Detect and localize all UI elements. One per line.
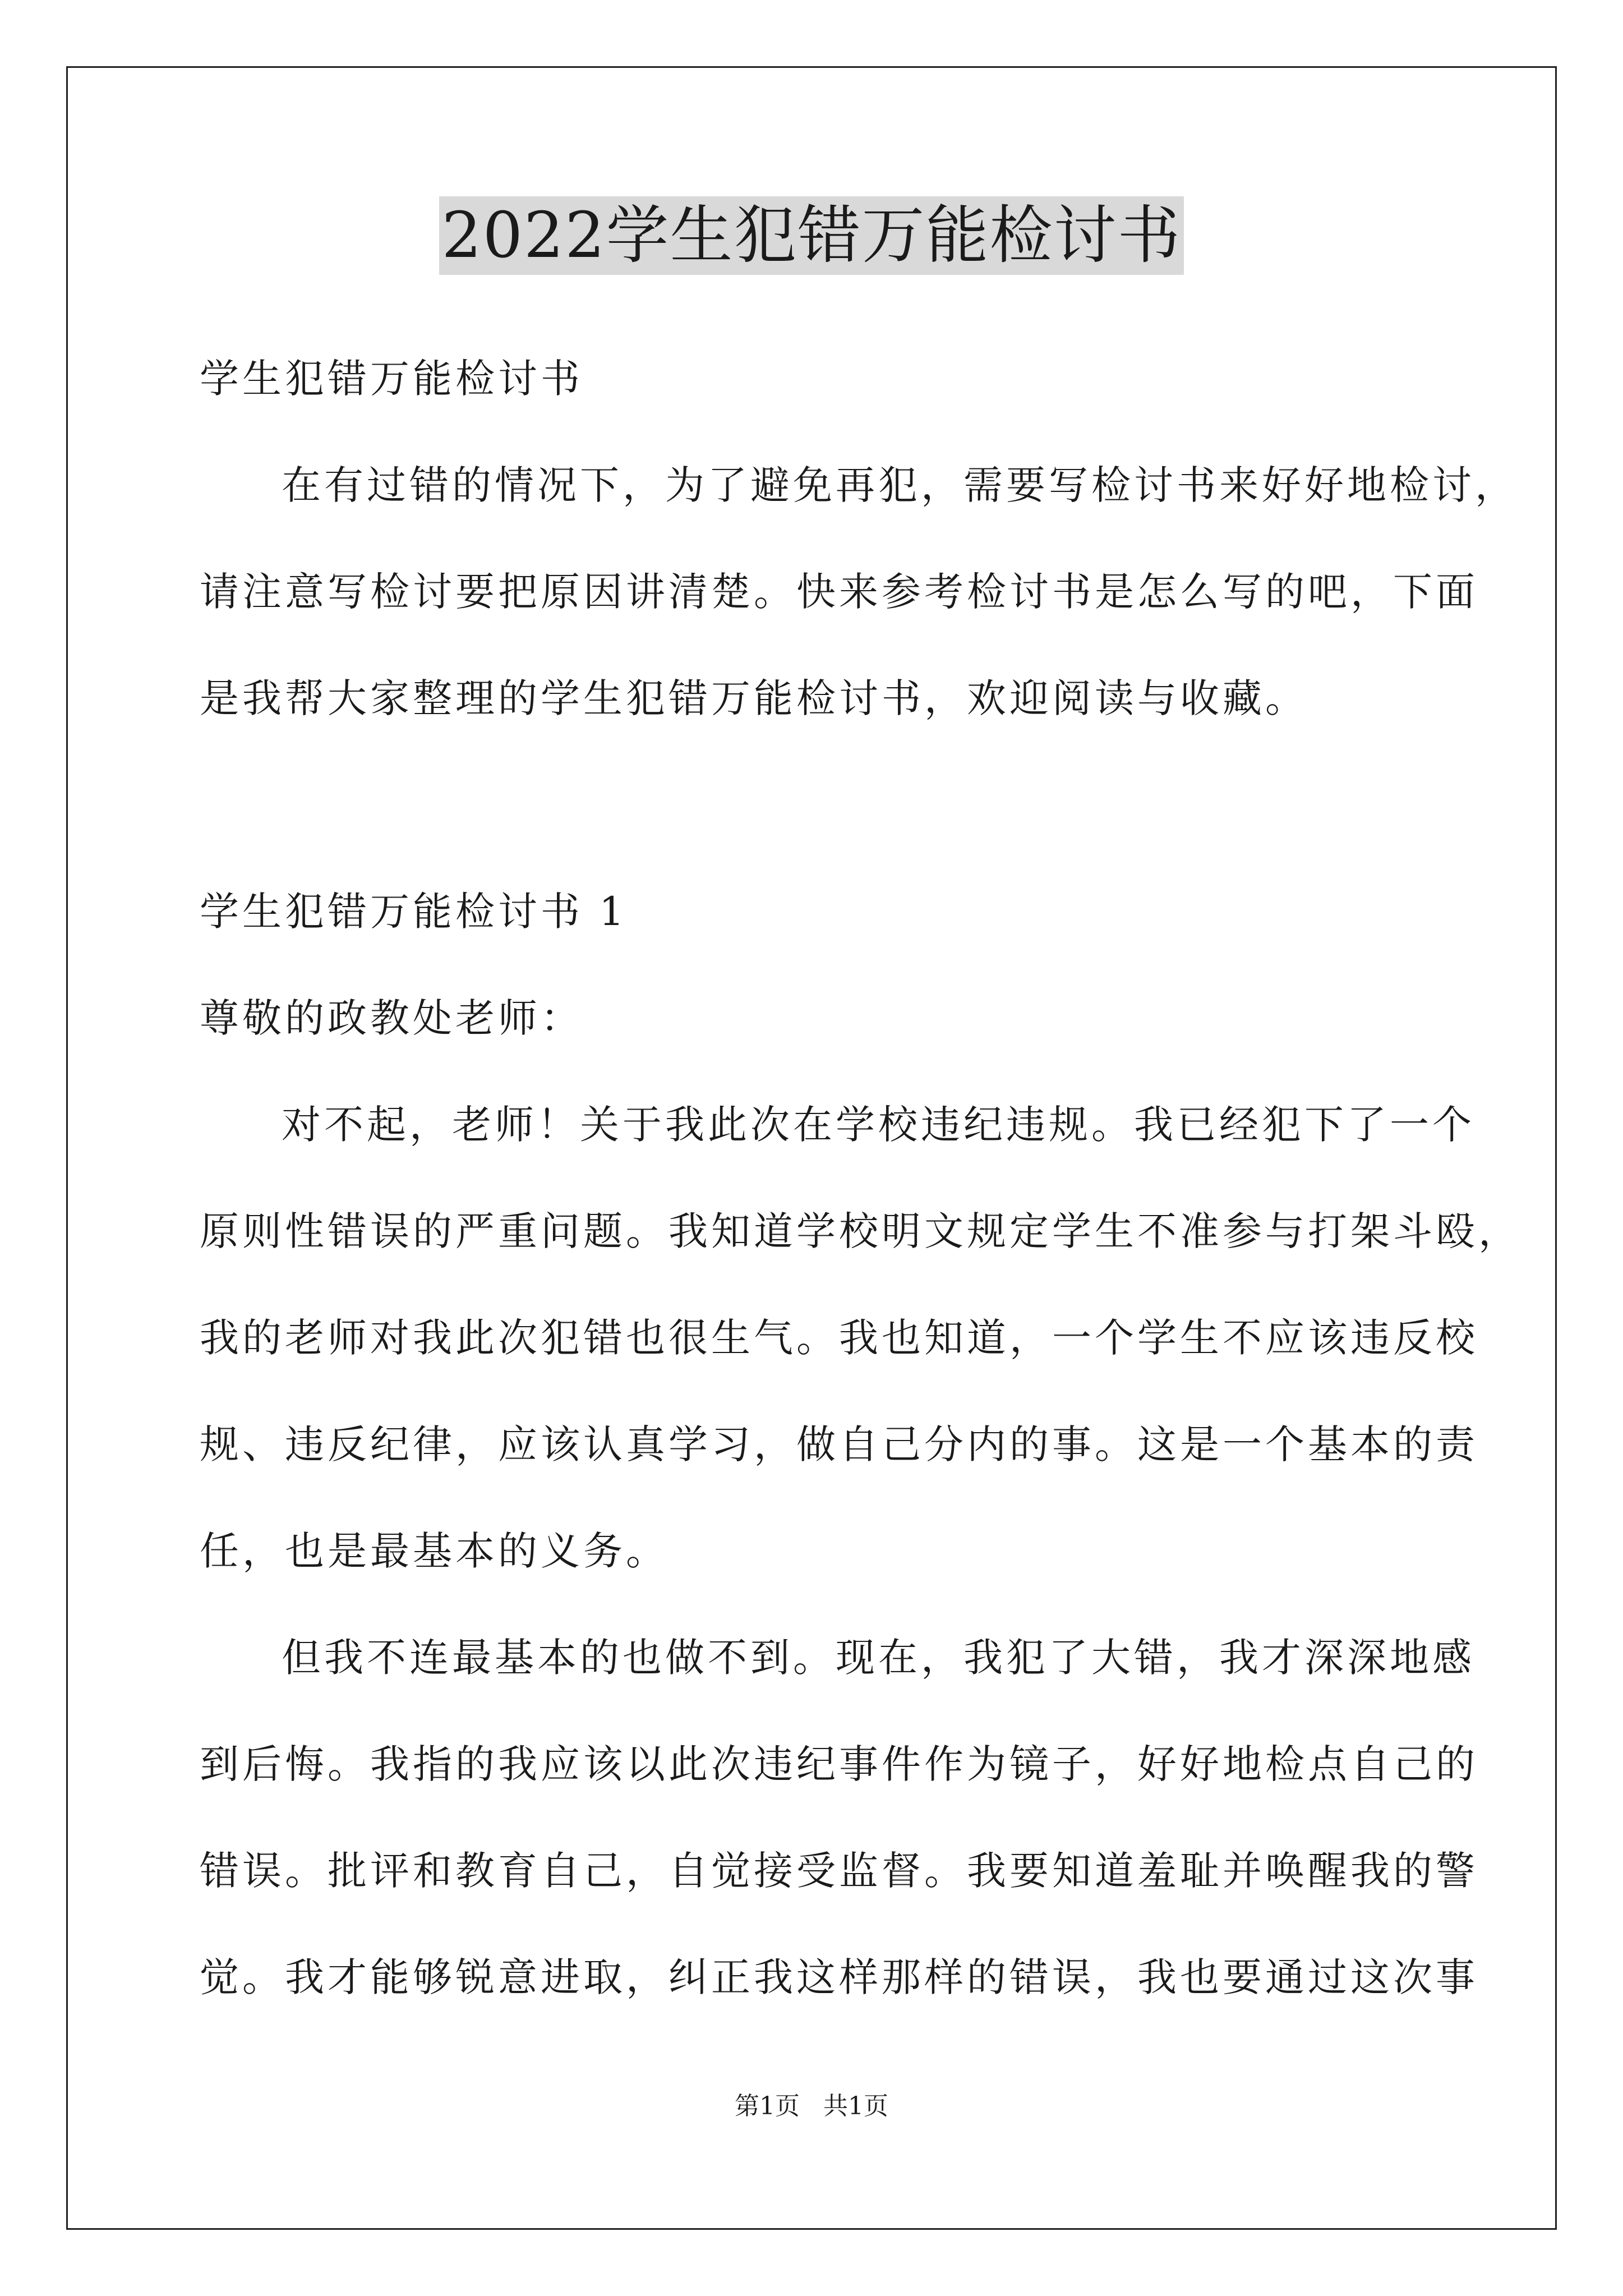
paragraph-line: 原则性错误的严重问题。我知道学校明文规定学生不准参与打架斗殴，: [200, 1208, 1521, 1254]
page-total: 共1页: [823, 2092, 888, 2120]
paragraph-line: 到后悔。我指的我应该以此次违纪事件作为镜子，好好地检点自己的: [200, 1741, 1478, 1787]
paragraph-line: 错误。批评和教育自己，自觉接受监督。我要知道羞耻并唤醒我的警: [200, 1848, 1478, 1894]
blank-line: [200, 769, 1456, 875]
section-heading: 学生犯错万能检讨书 1: [200, 889, 628, 935]
paragraph-line: 规、违反纪律，应该认真学习，做自己分内的事。这是一个基本的责: [200, 1421, 1478, 1467]
paragraph-line: 对不起，老师！关于我此次在学校违纪违规。我已经犯下了一个: [282, 1102, 1475, 1148]
paragraph-line: 任，也是最基本的义务。: [200, 1528, 668, 1574]
page-number: 第1页: [735, 2092, 800, 2120]
subtitle: 学生犯错万能检讨书: [200, 356, 583, 402]
paragraph-line: 我的老师对我此次犯错也很生气。我也知道，一个学生不应该违反校: [200, 1315, 1478, 1361]
paragraph-line: 但我不连最基本的也做不到。现在，我犯了大错，我才深深地感: [282, 1635, 1475, 1681]
intro-line: 在有过错的情况下，为了避免再犯，需要写检讨书来好好地检讨，: [282, 462, 1518, 508]
intro-line: 请注意写检讨要把原因讲清楚。快来参考检讨书是怎么写的吧，下面: [200, 569, 1478, 615]
document-body: [200, 342, 1521, 2047]
document-title: 2022学生犯错万能检讨书: [439, 196, 1183, 275]
title-area: [0, 196, 1623, 275]
salutation: 尊敬的政教处老师：: [200, 995, 583, 1041]
page-footer: [0, 2090, 1623, 2123]
intro-line: 是我帮大家整理的学生犯错万能检讨书，欢迎阅读与收藏。: [200, 675, 1308, 721]
paragraph-line: 觉。我才能够锐意进取，纠正我这样那样的错误，我也要通过这次事: [200, 1954, 1478, 2000]
